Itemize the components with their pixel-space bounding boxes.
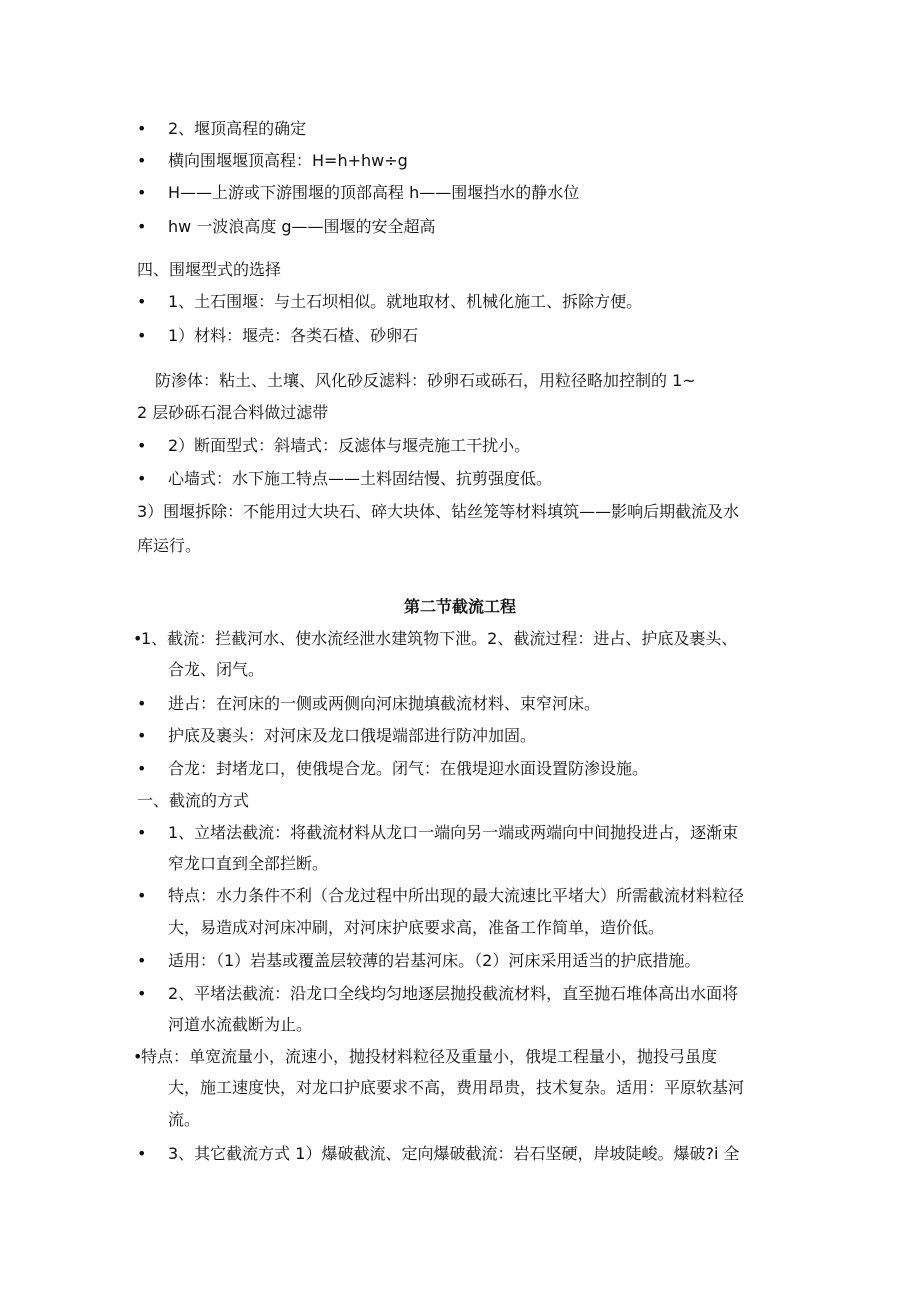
bullet: • [133,1047,143,1066]
text-line [0,917,920,939]
text-line [0,1143,920,1165]
line-text: hw 一波浪高度 g——围堰的安全超高 [168,217,436,236]
line-text: 2、平堵法截流：沿龙口全线均匀地逐层抛投截流材料，直至抛石堆体高出水面将 [168,984,739,1003]
line-text: 大，施工速度快，对龙口护底要求不高，费用昂贵，技术复杂。适用：平原软基河 [168,1078,745,1097]
text-line [0,628,920,650]
bullet: • [137,292,147,311]
text-line [0,950,920,972]
line-text: 合龙、闭气。 [168,660,265,679]
line-text: 2）断面型式：斜墙式：反滤体与堰壳施工干扰小。 [168,436,531,455]
text-line [0,693,920,715]
text-line [0,291,920,313]
text-line [0,435,920,457]
text-line [0,853,920,875]
text-line [0,118,920,140]
bullet: • [137,984,147,1003]
line-text: 窄龙口直到全部拦断。 [168,854,329,873]
text-line [0,1046,920,1068]
line-text: 3）围堰拆除：不能用过大块石、碎大块体、钻丝笼等材料填筑——影响后期截流及水 [137,502,740,521]
line-text: 1、立堵法截流：将截流材料从龙口一端向另一端或两端向中间抛投进占，逐渐束 [168,823,739,842]
line-text: 进占：在河床的一侧或两侧向河床抛填截流材料、束窄河床。 [168,694,601,713]
text-line [0,758,920,780]
text-line [0,659,920,681]
text-line [0,216,920,238]
text-line [0,983,920,1005]
line-text: 3、其它截流方式 1）爆破截流、定向爆破截流：岩石坚硬，岸坡陡峻。爆破?i 全 [168,1144,740,1163]
line-text: 2、堰顶高程的确定 [168,119,307,138]
section-heading [0,259,920,281]
text-line [0,182,920,204]
bullet: • [137,726,147,745]
text-line [0,1014,920,1036]
text-line [0,325,920,347]
bullet: • [137,151,147,170]
bullet: • [137,326,147,345]
line-text: 一、截流的方式 [137,791,250,810]
text-line [0,822,920,844]
line-text: 河道水流截断为止。 [168,1015,313,1034]
text-line [0,468,920,490]
line-text: 1）材料：堰壳：各类石楂、砂卵石 [168,326,419,345]
bullet: • [137,694,147,713]
line-text: 2 层砂砾石混合料做过滤带 [137,403,329,422]
line-text: 特点：单宽流量小，流速小，抛投材料粒径及重量小，俄堤工程量小，抛投弓虽度 [141,1047,718,1066]
section-heading [0,790,920,812]
section-title: 第二节截流工程 [403,597,516,616]
line-text: 1、截流：拦截河水、使水流经泄水建筑物下泄。2、截流过程：进占、护底及裹头、 [141,629,738,648]
text-line [0,1109,920,1131]
bullet: • [137,759,147,778]
text-line [0,370,920,392]
bullet: • [137,951,147,970]
bullet: • [137,886,147,905]
bullet: • [137,217,147,236]
text-line [0,885,920,907]
bullet: • [137,183,147,202]
bullet: • [137,436,147,455]
line-text: H——上游或下游围堰的顶部高程 h——围堰挡水的静水位 [168,183,580,202]
text-line [0,725,920,747]
bullet: • [133,629,143,648]
text-line [0,535,920,557]
line-text: 1、土石围堰：与土石坝相似。就地取材、机械化施工、拆除方便。 [168,292,643,311]
line-text: 大，易造成对河床冲刷，对河床护底要求高，准备工作简单，造价低。 [168,918,665,937]
line-text: 库运行。 [137,536,202,555]
line-text: 合龙：封堵龙口，使俄堤合龙。闭气：在俄堤迎水面设置防渗设施。 [168,759,649,778]
line-text: 适用：（1）岩基或覆盖层较薄的岩基河床。（2）河床采用适当的护底措施。 [168,951,701,970]
bullet: • [137,119,147,138]
line-text: 特点：水力条件不利（合龙过程中所出现的最大流速比平堵大）所需截流材料粒径 [168,886,745,905]
bullet: • [137,1144,147,1163]
line-text: 护底及裹头：对河床及龙口俄堤端部进行防冲加固。 [168,726,537,745]
text-line [0,1077,920,1099]
text-line [0,150,920,172]
bullet: • [137,469,147,488]
bullet: • [137,823,147,842]
line-text: 流。 [168,1110,201,1129]
line-text: 横向围堰堰顶高程：H=h+hw÷g [168,151,408,170]
text-line [0,402,920,424]
text-line [0,501,920,523]
line-text: 心墙式：水下施工特点——土料固结慢、抗剪强度低。 [168,469,553,488]
line-text: 四、围堰型式的选择 [137,260,282,279]
line-text: 防渗体：粘土、土壤、风化砂反滤料：砂卵石或砾石，用粒径略加控制的 1~ [155,371,696,390]
